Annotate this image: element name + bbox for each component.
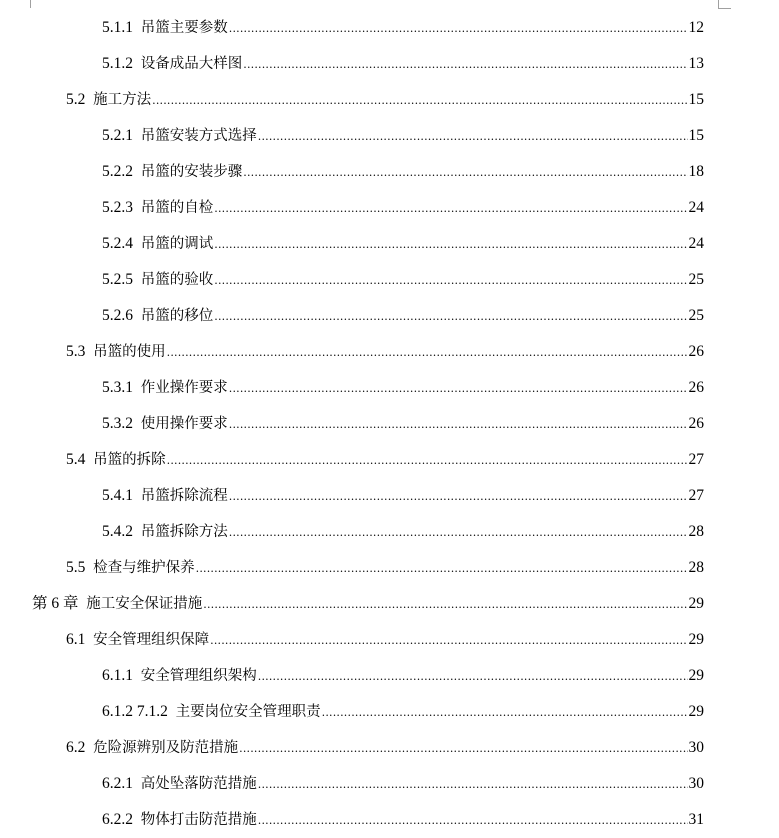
toc-entry-page: 26 — [688, 342, 704, 360]
toc-entry-number: 5.2.5 — [102, 270, 133, 288]
toc-entry[interactable] — [0, 658, 779, 694]
toc-entry-page: 27 — [688, 486, 704, 504]
toc-entry-title: 施工方法 — [93, 91, 152, 108]
toc-entry-title: 施工安全保证措施 — [86, 595, 203, 612]
toc-entry-number: 6.1 — [66, 630, 86, 648]
toc-entry-number: 6.1.1 — [102, 666, 133, 684]
toc-entry[interactable] — [0, 118, 779, 154]
toc-entry-page: 13 — [688, 54, 704, 72]
toc-entry-number: 6.2.2 — [102, 810, 133, 828]
toc-dot-leader — [152, 91, 687, 111]
toc-entry-number: 第 6 章 — [32, 594, 79, 612]
toc-entry-title: 吊篮的调试 — [140, 235, 214, 252]
toc-entry-number: 5.3 — [66, 342, 86, 360]
toc-entry-title: 吊篮拆除方法 — [140, 523, 228, 540]
toc-entry[interactable] — [0, 262, 779, 298]
toc-entry-number: 5.3.2 — [102, 414, 133, 432]
toc-entry-title: 吊篮的自检 — [140, 199, 214, 216]
toc-dot-leader — [229, 487, 688, 507]
toc-dot-leader — [243, 163, 687, 183]
toc-entry[interactable] — [0, 766, 779, 802]
toc-entry[interactable] — [0, 478, 779, 514]
toc-dot-leader — [203, 595, 687, 615]
toc-dot-leader — [239, 739, 687, 759]
toc-entry[interactable] — [0, 226, 779, 262]
toc-entry-number: 5.4 — [66, 450, 86, 468]
toc-entry-page: 24 — [688, 198, 704, 216]
toc-entry[interactable] — [0, 694, 779, 730]
toc-dot-leader — [258, 811, 688, 831]
toc-entry-title: 吊篮主要参数 — [140, 19, 228, 36]
toc-entry-number: 5.3.1 — [102, 378, 133, 396]
toc-entry-page: 30 — [688, 774, 704, 792]
toc-entry-page: 26 — [688, 378, 704, 396]
toc-entry-title: 吊篮的移位 — [140, 307, 214, 324]
toc-dot-leader — [196, 559, 688, 579]
toc-dot-leader — [322, 703, 688, 723]
toc-entry-page: 29 — [688, 594, 704, 612]
toc-entry-title: 使用操作要求 — [140, 415, 228, 432]
toc-entry-number: 5.2.3 — [102, 198, 133, 216]
toc-entry[interactable] — [0, 730, 779, 766]
toc-entry-number: 5.2.4 — [102, 234, 133, 252]
toc-entry-title: 吊篮的验收 — [140, 271, 214, 288]
toc-entry-title: 检查与维护保养 — [93, 559, 195, 576]
toc-entry[interactable] — [0, 82, 779, 118]
toc-entry[interactable] — [0, 10, 779, 46]
toc-entry-page: 15 — [688, 90, 704, 108]
toc-entry-page: 30 — [688, 738, 704, 756]
toc-entry-page: 25 — [688, 270, 704, 288]
toc-entry-number: 5.4.1 — [102, 486, 133, 504]
toc-dot-leader — [243, 55, 687, 75]
page-corner-mark-right — [718, 0, 731, 9]
toc-entry-title: 安全管理组织保障 — [93, 631, 210, 648]
toc-entry-number: 5.2.1 — [102, 126, 133, 144]
toc-entry[interactable] — [0, 406, 779, 442]
toc-entry[interactable] — [0, 514, 779, 550]
toc-entry-title: 主要岗位安全管理职责 — [175, 703, 321, 720]
toc-entry-number: 6.2 — [66, 738, 86, 756]
page-corner-mark-left — [30, 0, 31, 8]
toc-dot-leader — [167, 343, 688, 363]
toc-entry[interactable] — [0, 334, 779, 370]
toc-entry-title: 高处坠落防范措施 — [140, 775, 257, 792]
toc-entry-title: 作业操作要求 — [140, 379, 228, 396]
toc-entry-title: 吊篮拆除流程 — [140, 487, 228, 504]
toc-dot-leader — [167, 451, 688, 471]
toc-entry[interactable] — [0, 154, 779, 190]
toc-dot-leader — [258, 127, 688, 147]
toc-entry-page: 26 — [688, 414, 704, 432]
toc-entry-page: 25 — [688, 306, 704, 324]
toc-entry-number: 5.2.2 — [102, 162, 133, 180]
toc-entry-number: 5.1.2 — [102, 54, 133, 72]
toc-dot-leader — [214, 199, 687, 219]
toc-dot-leader — [214, 271, 687, 291]
toc-entry-number: 6.1.2 7.1.2 — [102, 702, 168, 720]
toc-entry-title: 安全管理组织架构 — [140, 667, 257, 684]
toc-entry-page: 28 — [688, 522, 704, 540]
toc-entry-number: 5.5 — [66, 558, 86, 576]
table-of-contents — [0, 10, 779, 838]
toc-entry-page: 12 — [688, 18, 704, 36]
toc-entry-page: 28 — [688, 558, 704, 576]
toc-entry[interactable] — [0, 298, 779, 334]
toc-entry-page: 31 — [688, 810, 704, 828]
toc-entry-title: 吊篮的使用 — [93, 343, 166, 360]
toc-entry-number: 5.4.2 — [102, 522, 133, 540]
toc-dot-leader — [229, 19, 688, 39]
toc-entry-title: 设备成品大样图 — [140, 55, 243, 72]
toc-dot-leader — [214, 235, 687, 255]
toc-entry-number: 5.1.1 — [102, 18, 133, 36]
toc-entry-title: 吊篮的安装步骤 — [140, 163, 243, 180]
toc-entry-title: 危险源辨别及防范措施 — [93, 739, 239, 756]
toc-entry-number: 5.2 — [66, 90, 86, 108]
toc-dot-leader — [229, 379, 688, 399]
toc-entry[interactable] — [0, 622, 779, 658]
toc-entry-page: 18 — [688, 162, 704, 180]
toc-entry-title: 吊篮的拆除 — [93, 451, 166, 468]
toc-entry-page: 15 — [688, 126, 704, 144]
toc-entry-title: 物体打击防范措施 — [140, 811, 257, 828]
toc-entry-number: 5.2.6 — [102, 306, 133, 324]
toc-entry-page: 24 — [688, 234, 704, 252]
toc-entry[interactable] — [0, 802, 779, 838]
toc-entry-page: 29 — [688, 630, 704, 648]
toc-dot-leader — [229, 523, 688, 543]
toc-entry[interactable] — [0, 46, 779, 82]
toc-entry[interactable] — [0, 370, 779, 406]
toc-entry-page: 29 — [688, 666, 704, 684]
toc-entry-page: 29 — [688, 702, 704, 720]
toc-entry[interactable] — [0, 190, 779, 226]
toc-dot-leader — [229, 415, 688, 435]
toc-dot-leader — [258, 667, 688, 687]
toc-dot-leader — [258, 775, 688, 795]
toc-dot-leader — [210, 631, 687, 651]
toc-dot-leader — [214, 307, 687, 327]
toc-entry-number: 6.2.1 — [102, 774, 133, 792]
toc-entry[interactable] — [0, 442, 779, 478]
toc-entry[interactable] — [0, 586, 779, 622]
toc-entry-page: 27 — [688, 450, 704, 468]
toc-entry-title: 吊篮安装方式选择 — [140, 127, 257, 144]
toc-entry[interactable] — [0, 550, 779, 586]
